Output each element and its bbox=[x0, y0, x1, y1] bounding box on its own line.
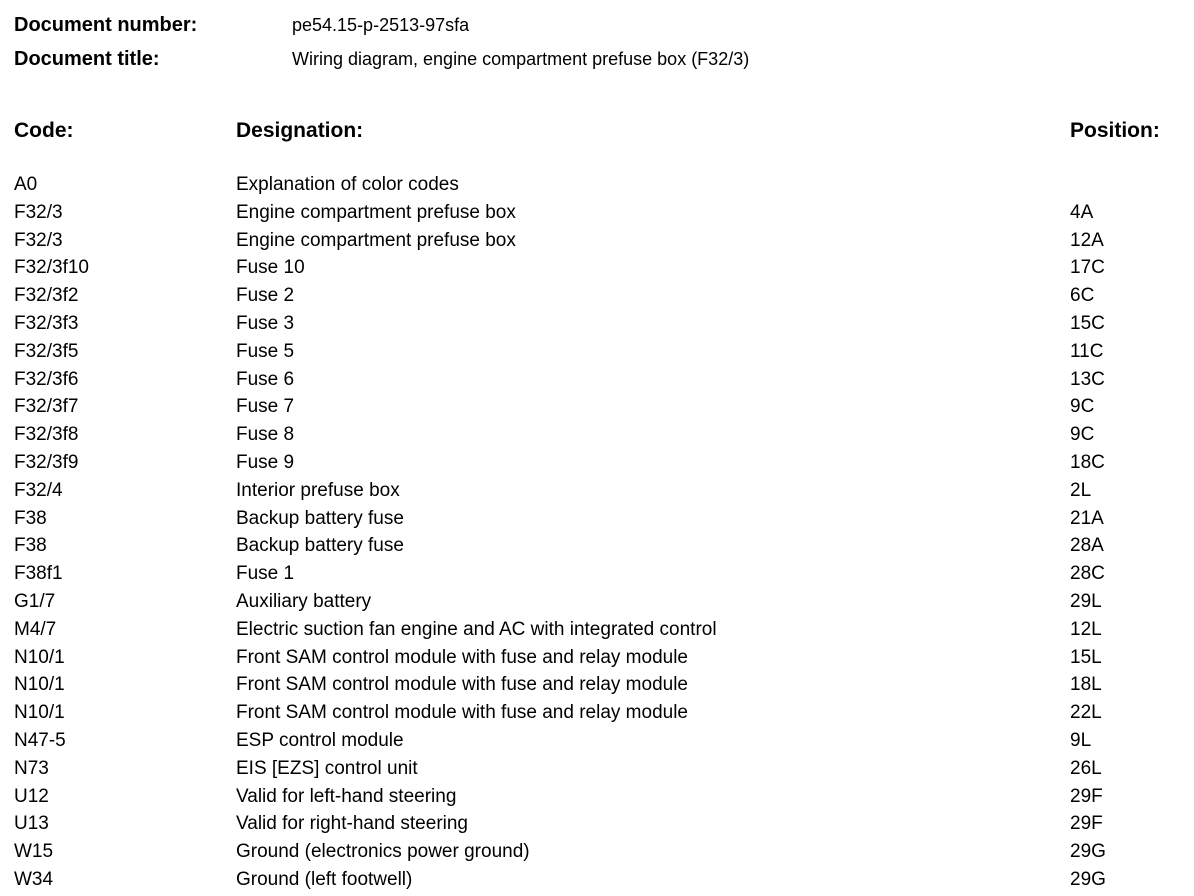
row-code: F32/3f8 bbox=[14, 424, 79, 446]
row-designation: Front SAM control module with fuse and relay module bbox=[236, 674, 688, 696]
row-code: F38 bbox=[14, 507, 47, 529]
row-designation: Auxiliary battery bbox=[236, 590, 372, 612]
row-designation: Electric suction fan engine and AC with integrated control bbox=[236, 618, 717, 640]
table-row bbox=[14, 532, 1194, 560]
header-code: Code: bbox=[14, 119, 74, 142]
row-code: W15 bbox=[14, 841, 54, 863]
row-position: 29G bbox=[1070, 868, 1106, 890]
row-designation: Fuse 6 bbox=[236, 368, 295, 390]
table-row bbox=[14, 699, 1194, 727]
row-designation: ESP control module bbox=[236, 729, 404, 751]
row-designation: Valid for left-hand steering bbox=[236, 785, 457, 807]
row-code: F32/3f3 bbox=[14, 312, 79, 334]
row-code: G1/7 bbox=[14, 590, 56, 612]
table-row bbox=[14, 616, 1194, 644]
row-position: 11C bbox=[1070, 340, 1104, 362]
row-designation: Backup battery fuse bbox=[236, 507, 404, 529]
row-position: 17C bbox=[1070, 257, 1105, 279]
row-designation: Fuse 7 bbox=[236, 396, 295, 418]
row-code: U12 bbox=[14, 785, 49, 807]
table-row bbox=[14, 477, 1194, 505]
document-title-row bbox=[14, 48, 749, 82]
row-designation: Valid for right-hand steering bbox=[236, 813, 468, 835]
row-designation: Explanation of color codes bbox=[236, 174, 459, 195]
document-title-label: Document title: bbox=[14, 48, 160, 70]
table-row bbox=[14, 171, 1194, 199]
row-code: U13 bbox=[14, 813, 49, 835]
row-position: 29L bbox=[1070, 590, 1102, 612]
table-row bbox=[14, 588, 1194, 616]
document-number-value: pe54.15-p-2513-97sfa bbox=[292, 15, 470, 35]
row-designation: Engine compartment prefuse box bbox=[236, 201, 516, 223]
row-code: F32/3f10 bbox=[14, 257, 89, 279]
row-designation: Ground (left footwell) bbox=[236, 868, 413, 890]
row-code: W34 bbox=[14, 868, 54, 890]
row-code: F32/3f7 bbox=[14, 396, 79, 418]
document-number-row bbox=[14, 14, 749, 48]
row-position: 15L bbox=[1070, 646, 1102, 668]
row-code: N10/1 bbox=[14, 646, 65, 668]
table-body bbox=[14, 171, 1194, 894]
table-row bbox=[14, 505, 1194, 533]
row-code: F32/3 bbox=[14, 229, 63, 251]
document-meta bbox=[14, 14, 749, 82]
table-row bbox=[14, 282, 1194, 310]
table-row bbox=[14, 783, 1194, 811]
table-row bbox=[14, 810, 1194, 838]
row-code: N47-5 bbox=[14, 729, 66, 751]
row-position: 12A bbox=[1070, 229, 1104, 251]
row-position: 13C bbox=[1070, 368, 1105, 390]
row-position: 28C bbox=[1070, 563, 1105, 585]
row-designation: Fuse 5 bbox=[236, 340, 295, 362]
table-row bbox=[14, 421, 1194, 449]
header-position: Position: bbox=[1070, 119, 1160, 142]
row-position: 18L bbox=[1070, 674, 1102, 696]
row-code: F38 bbox=[14, 535, 47, 557]
row-position: 18C bbox=[1070, 451, 1105, 473]
row-designation: Backup battery fuse bbox=[236, 535, 404, 557]
table-row bbox=[14, 393, 1194, 421]
row-designation: Engine compartment prefuse box bbox=[236, 229, 516, 251]
row-code: F32/3f5 bbox=[14, 340, 79, 362]
row-position: 21A bbox=[1070, 507, 1104, 529]
row-code: F32/3f9 bbox=[14, 451, 79, 473]
table-header bbox=[14, 119, 1194, 149]
row-code: N73 bbox=[14, 757, 49, 779]
document-title-value: Wiring diagram, engine compartment prefuse box (F32/3) bbox=[292, 49, 750, 69]
row-code: M4/7 bbox=[14, 618, 57, 640]
table-row bbox=[14, 644, 1194, 672]
row-designation: Front SAM control module with fuse and relay module bbox=[236, 702, 688, 724]
table-row bbox=[14, 560, 1194, 588]
row-position: 28A bbox=[1070, 535, 1104, 557]
row-designation: Fuse 8 bbox=[236, 424, 295, 446]
row-designation: Fuse 1 bbox=[236, 563, 295, 585]
table-row bbox=[14, 310, 1194, 338]
table-row bbox=[14, 366, 1194, 394]
table-row bbox=[14, 254, 1194, 282]
row-designation: Fuse 10 bbox=[236, 257, 305, 279]
row-designation: Interior prefuse box bbox=[236, 479, 400, 501]
row-code: F32/3f2 bbox=[14, 285, 79, 307]
table-row bbox=[14, 449, 1194, 477]
row-code: F32/3f6 bbox=[14, 368, 79, 390]
row-position: 4A bbox=[1070, 201, 1094, 223]
row-position: 9C bbox=[1070, 424, 1095, 446]
row-code: F32/3 bbox=[14, 201, 63, 223]
row-designation: Fuse 3 bbox=[236, 312, 295, 334]
row-designation: EIS [EZS] control unit bbox=[236, 757, 418, 779]
row-designation: Fuse 2 bbox=[236, 285, 295, 307]
row-position: 29F bbox=[1070, 813, 1103, 835]
row-designation: Fuse 9 bbox=[236, 451, 295, 473]
row-position: 26L bbox=[1070, 757, 1102, 779]
row-designation: Front SAM control module with fuse and relay module bbox=[236, 646, 688, 668]
row-code: N10/1 bbox=[14, 702, 65, 724]
table-row bbox=[14, 727, 1194, 755]
row-position: 2L bbox=[1070, 479, 1092, 501]
row-code: F32/4 bbox=[14, 479, 63, 501]
table-row bbox=[14, 227, 1194, 255]
table-row bbox=[14, 338, 1194, 366]
row-position: 15C bbox=[1070, 312, 1105, 334]
row-position: 9C bbox=[1070, 396, 1095, 418]
row-position: 6C bbox=[1070, 285, 1095, 307]
header-designation: Designation: bbox=[236, 119, 364, 142]
row-code: F38f1 bbox=[14, 563, 63, 585]
row-position: 29G bbox=[1070, 841, 1106, 863]
table-row bbox=[14, 755, 1194, 783]
table-row bbox=[14, 671, 1194, 699]
row-position: 12L bbox=[1070, 618, 1102, 640]
table-row bbox=[14, 199, 1194, 227]
table-row bbox=[14, 838, 1194, 866]
row-position: 29F bbox=[1070, 785, 1103, 807]
row-code: A0 bbox=[14, 174, 38, 195]
row-code: N10/1 bbox=[14, 674, 65, 696]
row-position: 22L bbox=[1070, 702, 1102, 724]
table-row bbox=[14, 866, 1194, 894]
row-position: 9L bbox=[1070, 729, 1092, 751]
row-designation: Ground (electronics power ground) bbox=[236, 841, 530, 863]
document-number-label: Document number: bbox=[14, 14, 198, 36]
